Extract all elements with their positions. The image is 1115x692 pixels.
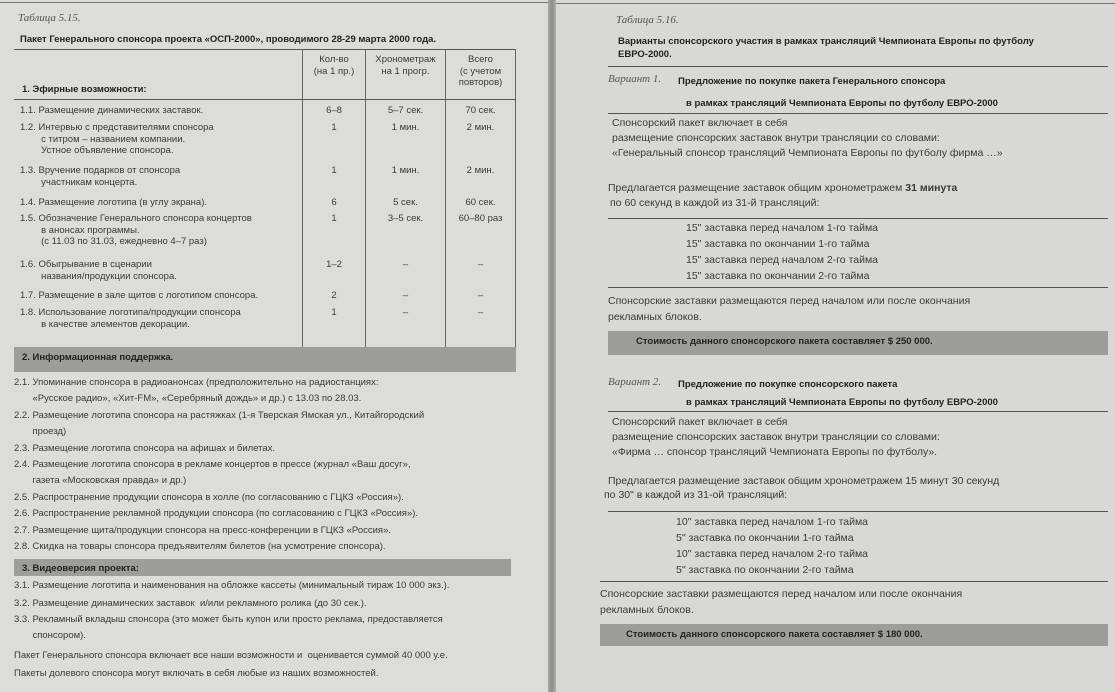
header-bottom-rule xyxy=(14,99,516,100)
v1-note-line: рекламных блоков. xyxy=(608,311,702,323)
row-description: 1.6. Обыгрывание в сценарии названия/продукции спонсора. xyxy=(20,259,177,282)
row-time: 1 мин. xyxy=(391,165,420,176)
row-description: 1.8. Использование логотипа/продукции спонсора в качестве элементов декорации. xyxy=(20,307,241,330)
row-qty: 1 xyxy=(331,165,337,176)
info-item: проезд) xyxy=(14,426,67,438)
v2-item: 5" заставка по окончании 1-го тайма xyxy=(676,532,854,544)
row-total: 60–80 раз xyxy=(458,213,503,224)
section-heading-1: 1. Эфирные возможности: xyxy=(22,84,147,95)
col-divider-4 xyxy=(515,49,516,348)
v1-item: 15" заставка по окончании 1-го тайма xyxy=(686,238,870,250)
video-item: 3.1. Размещение логотипа и наименования на обложке кассеты (минимальный тираж 10 000 экз.). xyxy=(14,580,450,591)
row-time: 5 сек. xyxy=(393,197,418,208)
v2-list-rule-bottom xyxy=(600,581,1108,582)
variant1-price: Стоимость данного спонсорского пакета составляет $ 250 000. xyxy=(636,336,933,347)
variant2-label: Вариант 2. xyxy=(608,376,662,388)
v1-offer-duration: 31 минута xyxy=(905,182,958,194)
row-total: 2 мин. xyxy=(466,165,495,176)
v1-note-line: Спонсорские заставки размещаются перед началом или после окончания xyxy=(608,295,971,307)
info-item: 2.4. Размещение логотипа спонсора в рекламе концертов в прессе (журнал «Ваш досуг», xyxy=(14,459,411,470)
row-total: 70 сек. xyxy=(465,105,496,116)
info-item: 2.3. Размещение логотипа спонсора на афишах и билетах. xyxy=(14,442,276,454)
v2-item: 5" заставка по окончании 2-го тайма xyxy=(676,564,854,576)
video-item: 3.2. Размещение динамических заставок и/или рекламного ролика (до 30 сек.). xyxy=(14,598,367,609)
video-item: Пакет Генерального спонсора включает все наши возможности и оценивается суммой 40 000 у.е. xyxy=(14,650,448,661)
v2-inc-line: размещение спонсорских заставок внутри трансляции со словами: xyxy=(612,431,940,443)
v1-list-rule-bottom xyxy=(608,287,1108,288)
variant1-label: Вариант 1. xyxy=(608,73,662,85)
v2-inc-line: «Фирма … спонсор трансляций Чемпионата Европы по футболу». xyxy=(612,446,938,458)
info-item: 2.8. Скидка на товары спонсора предъявителям билетов (на усмотрение спонсора). xyxy=(14,541,386,552)
v1-inc-line: Спонсорский пакет включает в себя xyxy=(612,117,788,129)
top-rule-right xyxy=(556,3,1115,4)
row-total: – xyxy=(477,307,484,318)
v2-note-line: Спонсорские заставки размещаются перед началом или после окончания xyxy=(600,588,963,600)
v1-list-rule-top xyxy=(608,218,1108,219)
variant2-head-rule xyxy=(608,411,1108,412)
variant2-includes xyxy=(612,415,940,460)
row-description: 1.4. Размещение логотипа (в углу экрана). xyxy=(20,197,208,208)
left-page xyxy=(0,0,548,692)
video-item: Пакеты долевого спонсора могут включать в себя любые из наших возможностей. xyxy=(14,668,379,679)
v1-item: 15" заставка перед началом 1-го тайма xyxy=(686,222,879,234)
book-gutter xyxy=(548,0,556,692)
col-header-qty: Кол-во (на 1 пр.) xyxy=(313,54,355,77)
row-qty: 1 xyxy=(331,213,337,224)
variant2-offer-2: по 30" в каждой из 31-ой трансляций: xyxy=(604,489,788,501)
v2-list-rule-top xyxy=(608,511,1108,512)
info-item: 2.5. Распространение продукции спонсора в холле (по согласованию с ГЦКЗ «Россия»). xyxy=(14,491,404,503)
variant1-note xyxy=(608,293,970,325)
v1-item: 15" заставка перед началом 2-го тайма xyxy=(686,254,879,266)
row-total: 60 сек. xyxy=(465,197,496,208)
row-time: – xyxy=(402,290,409,301)
variant1-includes xyxy=(612,116,1003,161)
table-label-right: Таблица 5.16. xyxy=(616,14,679,26)
row-qty: 1–2 xyxy=(326,259,342,270)
title-rule xyxy=(608,66,1108,67)
section-heading-2: 2. Информационная поддержка. xyxy=(22,352,174,363)
row-description: 1.2. Интервью с представителями спонсора с титром – названием компании. Устное объявление спонсора. xyxy=(20,122,214,156)
row-time: – xyxy=(402,307,409,318)
info-item: 2.1. Упоминание спонсора в радиоанонсах (предположительно на радиостанциях: xyxy=(14,377,379,388)
row-time: 5–7 сек. xyxy=(387,105,424,116)
info-item: 2.7. Размещение щита/продукции спонсора на пресс-конференции в ГЦКЗ «Россия». xyxy=(14,524,391,536)
variant1-items xyxy=(686,220,878,284)
v1-inc-line: размещение спонсорских заставок внутри трансляции со словами: xyxy=(612,132,940,144)
v2-inc-line: Спонсорский пакет включает в себя xyxy=(612,416,788,428)
row-description: 1.1. Размещение динамических заставок. xyxy=(20,105,204,116)
info-item: газета «Московская правда» и др.) xyxy=(14,475,187,487)
row-time: 3–5 сек. xyxy=(387,213,424,224)
variant1-head-rule xyxy=(608,113,1108,114)
table-label: Таблица 5.15. xyxy=(18,12,81,24)
row-total: – xyxy=(477,290,484,301)
info-item: «Русское радио», «Хит-FM», «Серебряный дождь» и др.) с 13.03 по 28.03. xyxy=(14,393,362,405)
info-item: 2.2. Размещение логотипа спонсора на растяжках (1-я Тверская Ямская ул., Китайгородский xyxy=(14,409,425,421)
col-header-time: Хронометраж на 1 прогр. xyxy=(375,54,436,77)
variant1-heading-2: в рамках трансляций Чемпионата Европы по футболу ЕВРО-2000 xyxy=(686,98,998,109)
variant2-heading-2: в рамках трансляций Чемпионата Европы по футболу ЕВРО-2000 xyxy=(686,397,998,408)
row-qty: 1 xyxy=(331,307,337,318)
v2-note-line: рекламных блоков. xyxy=(600,604,694,616)
section-heading-3: 3. Видеоверсия проекта: xyxy=(22,563,139,574)
v2-item: 10" заставка перед началом 2-го тайма xyxy=(676,548,869,560)
v1-inc-line: «Генеральный спонсор трансляций Чемпионата Европы по футболу фирма …» xyxy=(612,147,1003,159)
variant2-note xyxy=(600,586,962,618)
v1-offer-text: Предлагается размещение заставок общим хронометражем xyxy=(608,182,906,194)
right-page xyxy=(556,0,1115,692)
row-description: 1.3. Вручение подарков от спонсора участникам концерта. xyxy=(20,165,181,188)
variant2-items xyxy=(676,514,868,578)
table-title-line2: ЕВРО-2000. xyxy=(618,49,672,60)
info-item: 2.6. Распространение рекламной продукции спонсора (по согласованию с ГЦКЗ «Россия»). xyxy=(14,508,419,520)
table-top-rule xyxy=(14,49,516,50)
row-total: 2 мин. xyxy=(466,122,495,133)
table-title: Пакет Генерального спонсора проекта «ОСП-2000», проводимого 28-29 марта 2000 года. xyxy=(20,34,437,45)
video-item: 3.3. Рекламный вкладыш спонсора (это может быть купон или просто реклама, предоставляется xyxy=(14,614,443,625)
row-description: 1.7. Размещение в зале щитов с логотипом спонсора. xyxy=(20,290,259,301)
row-time: 1 мин. xyxy=(391,122,420,133)
variant2-price: Стоимость данного спонсорского пакета составляет $ 180 000. xyxy=(626,629,923,640)
table-title-line1: Варианты спонсорского участия в рамках трансляций Чемпионата Европы по футболу xyxy=(618,36,1034,47)
row-qty: 6 xyxy=(331,197,337,208)
variant1-heading-1: Предложение по покупке пакета Генерального спонсора xyxy=(678,76,946,87)
variant1-offer-2: по 60 секунд в каждой из 31-й трансляций: xyxy=(610,197,820,209)
row-time: – xyxy=(402,259,409,270)
video-item: спонсором). xyxy=(14,630,86,641)
variant1-offer xyxy=(608,182,957,194)
row-description: 1.5. Обозначение Генерального спонсора концертов в анонсах программы. (с 11.03 по 31.03, ежедневно 4–7 раз) xyxy=(20,213,252,247)
variant2-offer: Предлагается размещение заставок общим хронометражем 15 минут 30 секунд xyxy=(608,475,1000,487)
v2-item: 10" заставка перед началом 1-го тайма xyxy=(676,516,869,528)
row-qty: 1 xyxy=(331,122,337,133)
row-qty: 6–8 xyxy=(326,105,342,116)
row-qty: 2 xyxy=(331,290,337,301)
top-rule xyxy=(0,2,548,3)
col-header-total: Всего (с учетом повторов) xyxy=(458,54,503,88)
v1-item: 15" заставка по окончании 2-го тайма xyxy=(686,270,870,282)
row-total: – xyxy=(477,259,484,270)
variant2-heading-1: Предложение по покупке спонсорского пакета xyxy=(678,379,898,390)
